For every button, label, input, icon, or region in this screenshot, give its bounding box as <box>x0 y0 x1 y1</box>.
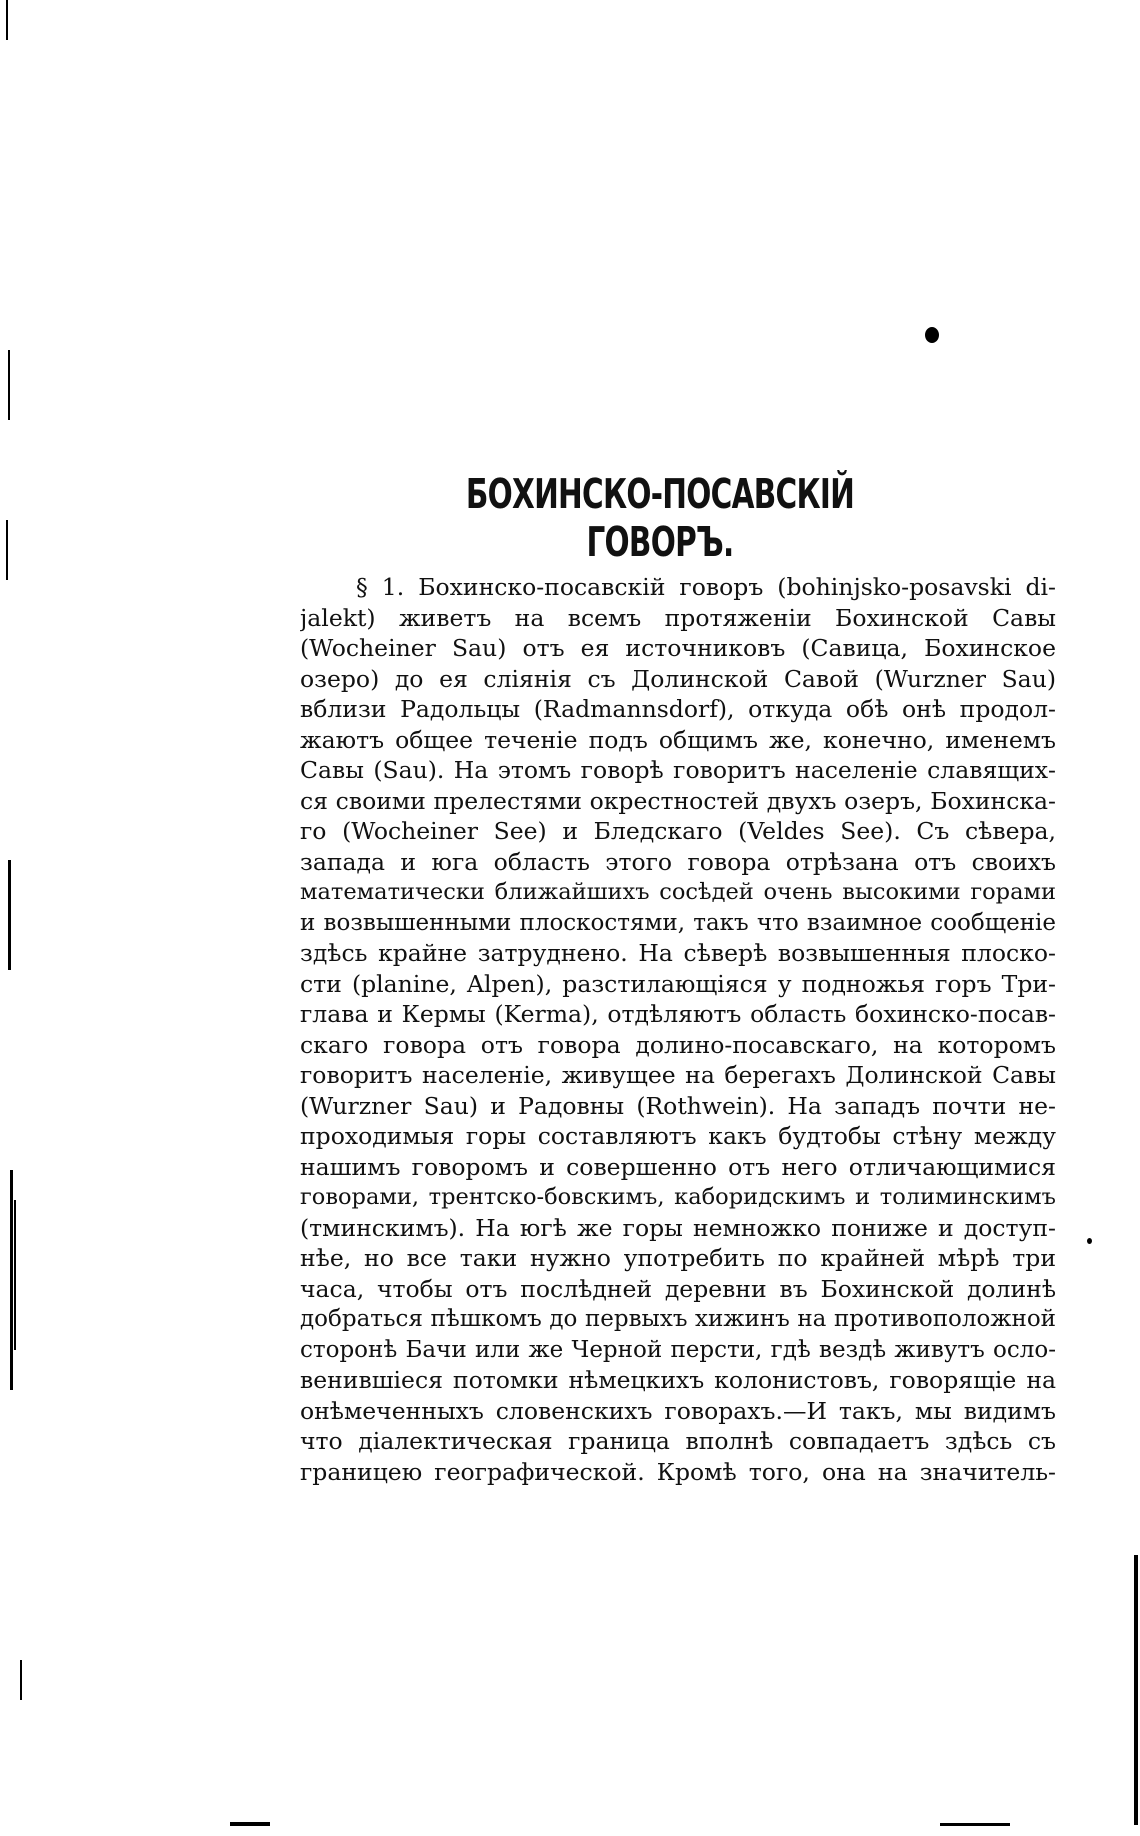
text-line: говорами, трентско-бовскимъ, каборидскимъ и толиминскимъ <box>300 1184 1056 1210</box>
scan-mark <box>6 0 8 40</box>
text-line: запада и юга область этого говора отрѣзана отъ своихъ <box>300 847 1056 876</box>
scan-mark <box>10 1170 13 1390</box>
scan-mark <box>1134 1555 1138 1825</box>
text-line: ся своими прелестями окрестностей двухъ озеръ, Бохинска- <box>300 786 1056 815</box>
text-line: нѣе, но все таки нужно употребить по крайней мѣрѣ три <box>300 1244 1056 1272</box>
text-line: озеро) до ея сліянія съ Долинской Савой (Wurzner Sau) <box>300 664 1056 693</box>
ink-dot <box>1087 1238 1092 1244</box>
text-line: сторонѣ Бачи или же Черной перcти, гдѣ вездѣ живутъ осло- <box>300 1336 1056 1363</box>
text-line: жаютъ общее теченіе подъ общимъ же, конечно, именемъ <box>300 725 1056 754</box>
scan-mark <box>20 1660 22 1700</box>
text-line: математически ближайшихъ сосѣдей очень высокими горами <box>300 879 1056 905</box>
text-line: (Wurzner Sau) и Радовны (Rothwein). На западъ почти не- <box>300 1091 1056 1120</box>
text-line: Савы (Sau). На этомъ говорѣ говоритъ населеніе славящих- <box>300 756 1056 784</box>
text-line: добраться пѣшкомъ до первыхъ хижинъ на противоположной <box>300 1306 1056 1332</box>
text-line: венившіеся потомки нѣмецкихъ колонистовъ, говорящіе на <box>300 1366 1056 1394</box>
scan-mark <box>14 1200 16 1350</box>
paragraph <box>300 572 1056 1487</box>
text-line: границею географической. Кромѣ того, она на значитель- <box>300 1457 1056 1486</box>
scan-mark <box>230 1822 270 1826</box>
text-line: и возвышенными плоскостями, такъ что взаимное сообщеніе <box>300 909 1056 936</box>
page-title: БОХИНСКО-ПОСАВСКІЙ ГОВОРЪ. <box>465 470 855 566</box>
text-line: скаго говора отъ говора долино-посавскаго, на которомъ <box>300 1030 1056 1059</box>
ink-dot <box>925 327 939 343</box>
text-line: нашимъ говоромъ и совершенно отъ него отличающимися <box>300 1152 1056 1181</box>
text-line: сти (planine, Alpen), разстилающіяся у подножья горъ Три- <box>300 969 1056 998</box>
scan-mark <box>6 520 8 580</box>
scan-mark <box>8 860 11 970</box>
text-line: главa и Кермы (Kerma), отдѣляютъ область бохинско-посав- <box>300 1000 1056 1028</box>
text-line: jalekt) живетъ на всемъ протяженіи Бохинской Савы <box>300 603 1056 632</box>
text-line: проходимыя горы составляютъ какъ будтобы стѣну между <box>300 1122 1056 1150</box>
text-line: онѣмеченныхъ словенскихъ говорахъ.—И такъ, мы видимъ <box>300 1396 1056 1425</box>
text-line: вблизи Радольцы (Radmannsdorf), откуда обѣ онѣ продол- <box>300 695 1056 723</box>
scan-mark <box>940 1823 1010 1826</box>
text-line: здѣсь крайне затруднено. На сѣверѣ возвышенныя плоско- <box>300 939 1056 967</box>
text-line: го (Wocheiner See) и Бледскаго (Veldes See). Съ сѣвера, <box>300 817 1056 845</box>
text-line: (тминскимъ). На югѣ же горы немножко пониже и доступ- <box>300 1213 1056 1242</box>
scan-mark <box>8 350 10 420</box>
text-line: часа, чтобы отъ послѣдней деревни въ Бохинской долинѣ <box>300 1274 1056 1303</box>
text-line: § 1. Бохинско-посавскій говоръ (bohinjsko-posavski di- <box>356 573 1056 601</box>
text-line: (Wocheiner Sau) отъ ея источниковъ (Савица, Бохинское <box>300 634 1056 662</box>
text-line: что діалектическая граница вполнѣ совпадаетъ здѣсь съ <box>300 1427 1056 1455</box>
text-line: говоритъ населеніе, живущее на берегахъ Долинской Савы <box>300 1061 1056 1089</box>
